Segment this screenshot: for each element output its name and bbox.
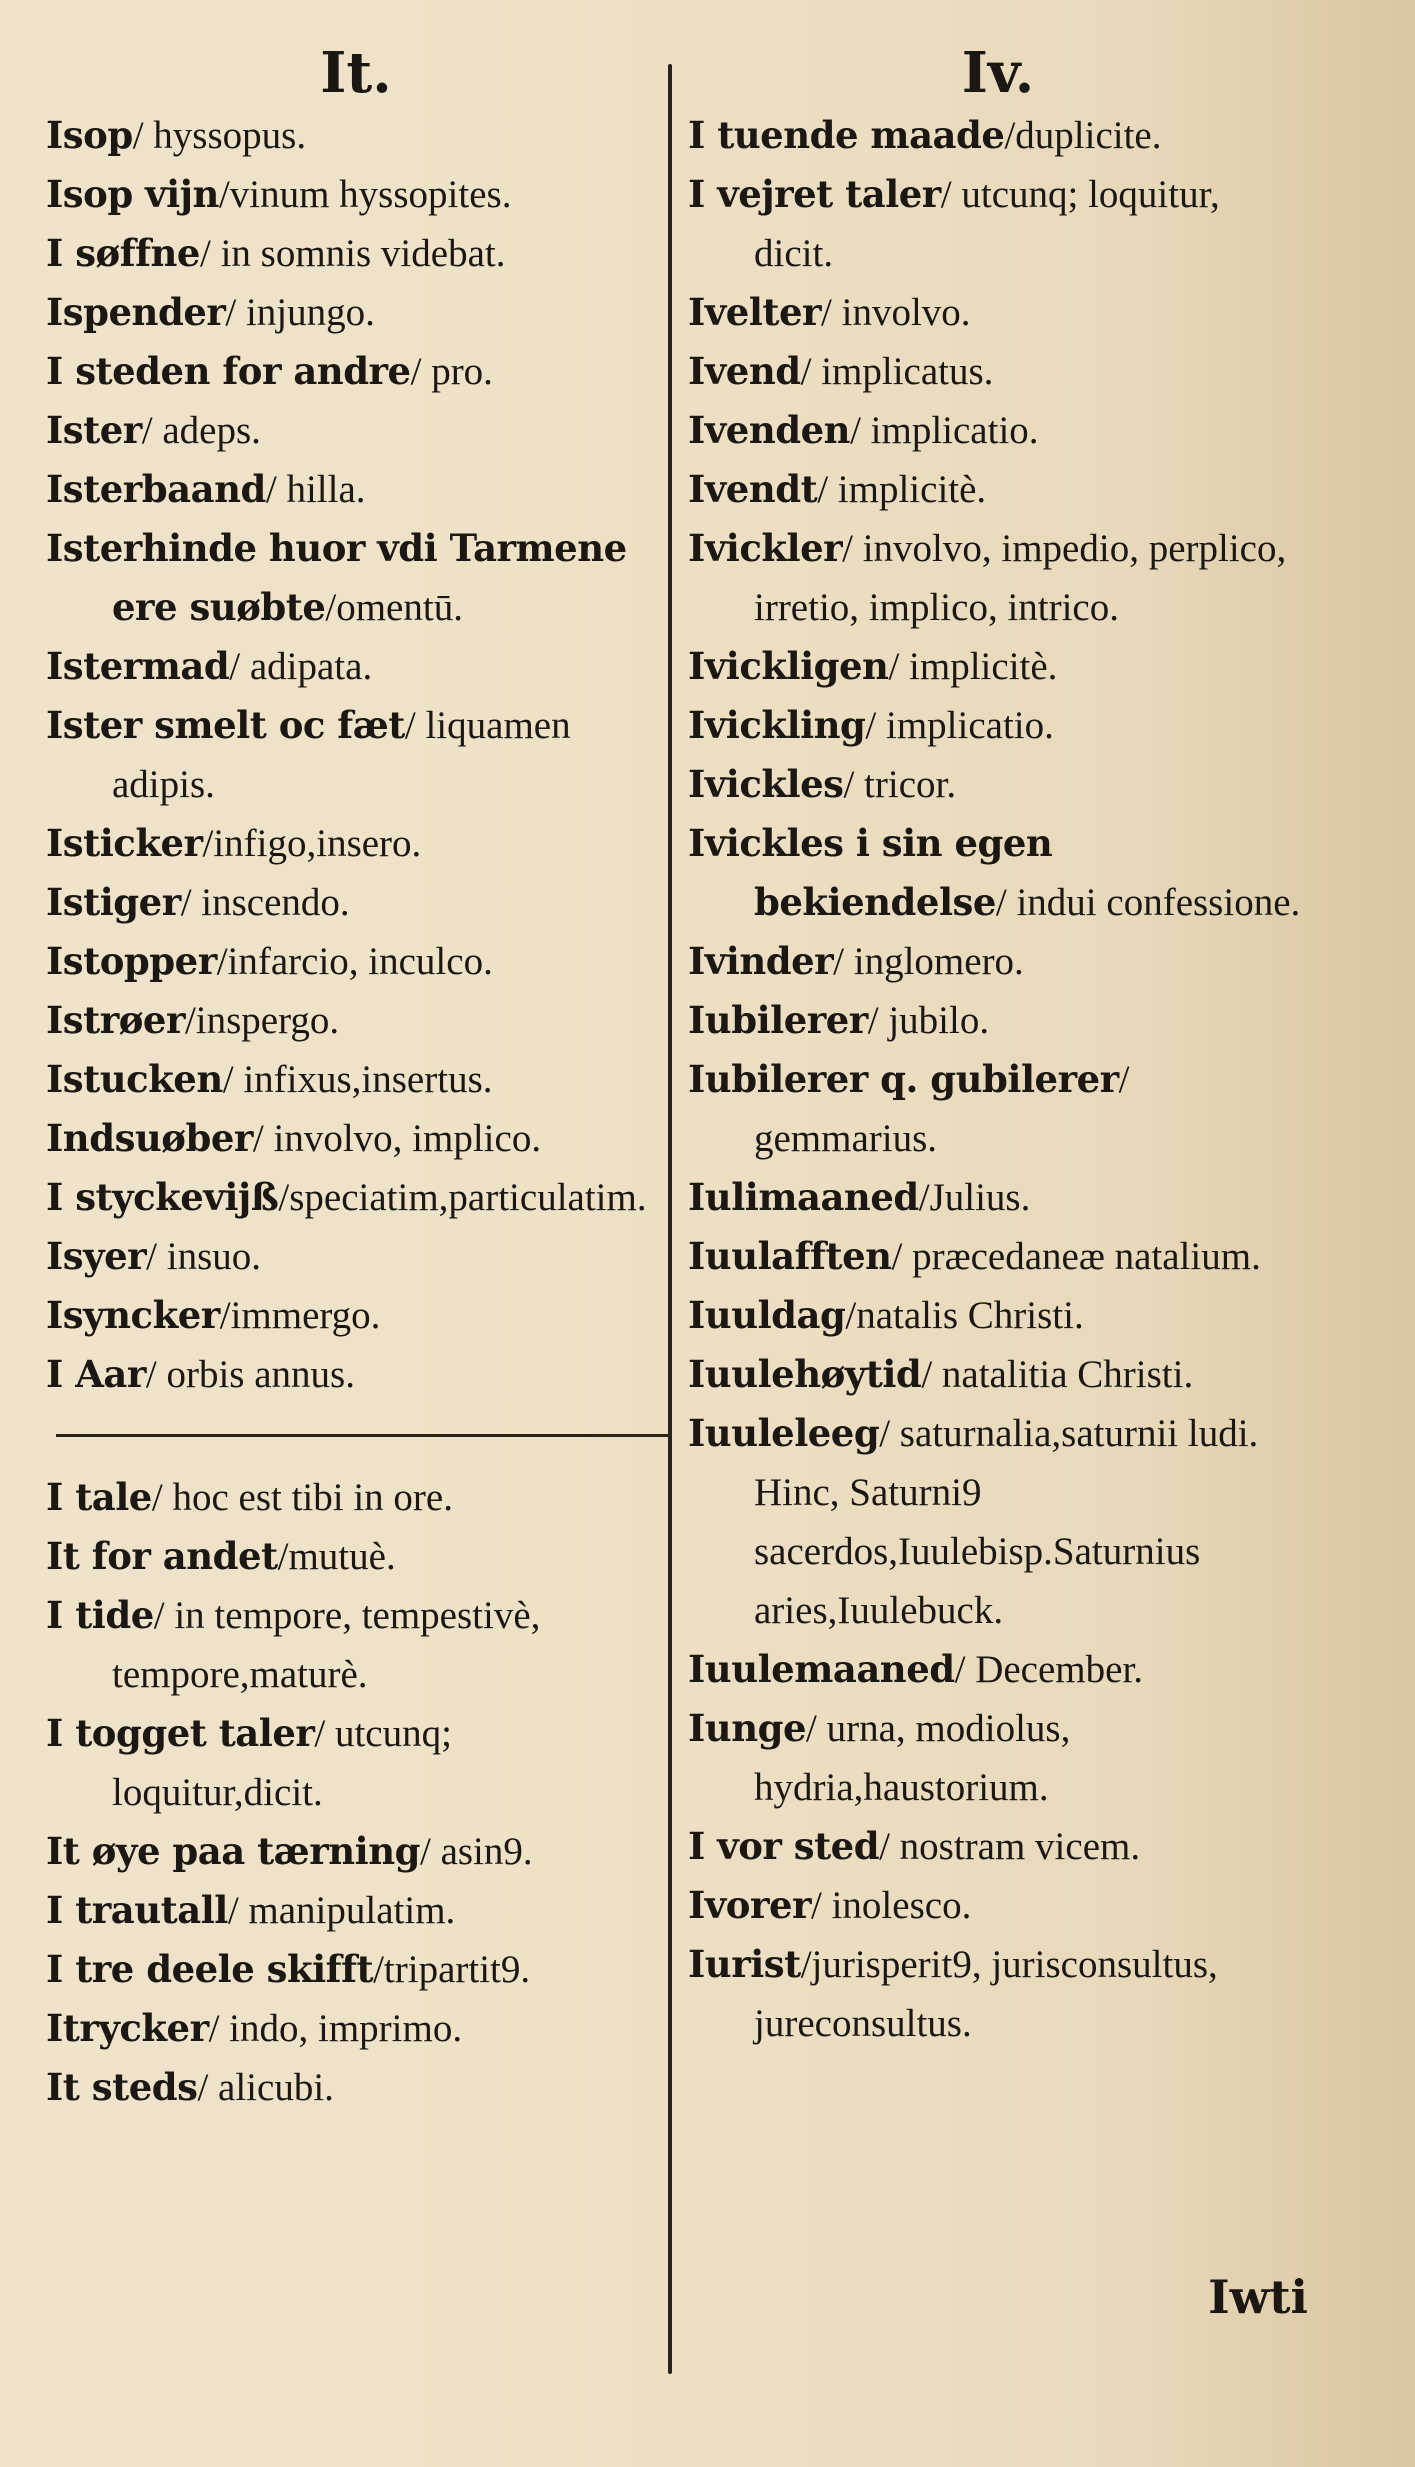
entry-definition: / asin9. — [419, 1830, 533, 1873]
dictionary-entry — [688, 1345, 1308, 1404]
entry-headword: Ivenden — [688, 408, 851, 452]
entry-definition: / jubilo. — [867, 999, 990, 1042]
dictionary-entry — [46, 1468, 666, 1527]
entry-headword: Isterhinde huor vdi Tarmene ere suøbte — [46, 526, 627, 629]
entry-definition: / pro. — [410, 350, 493, 393]
dictionary-entry — [688, 755, 1308, 814]
entry-definition: /inspergo. — [184, 999, 340, 1042]
dictionary-entry — [688, 814, 1308, 932]
entry-definition: / indui confessione. — [995, 881, 1301, 924]
dictionary-entry — [688, 932, 1308, 991]
entry-headword: Isticker — [46, 821, 203, 865]
entry-headword: Itrycker — [46, 2006, 209, 2050]
dictionary-entry — [46, 1586, 666, 1704]
dictionary-entry — [688, 401, 1308, 460]
dictionary-entry — [46, 932, 666, 991]
dictionary-entry — [46, 106, 666, 165]
dictionary-entry — [688, 1404, 1308, 1640]
entry-headword: Isop vijn — [46, 172, 219, 216]
entry-definition: / manipulatim. — [227, 1889, 456, 1932]
dictionary-entry — [46, 1286, 666, 1345]
dictionary-entry — [688, 696, 1308, 755]
entry-definition: / in tempore, tempestivè, tempore,maturè. — [112, 1594, 541, 1696]
entry-headword: Istermad — [46, 644, 230, 688]
entry-headword: Iuulemaaned — [688, 1647, 955, 1691]
entry-headword: Isyncker — [46, 1293, 220, 1337]
dictionary-entry — [688, 1050, 1308, 1168]
entry-headword: I søffne — [46, 231, 200, 275]
left-column — [46, 40, 666, 2117]
entry-headword: Ivelter — [688, 290, 822, 334]
entry-definition: / liquamen adipis. — [112, 704, 571, 806]
entry-headword: Isop — [46, 113, 133, 157]
entry-headword: It for andet — [46, 1534, 278, 1578]
entry-definition: / December. — [954, 1648, 1144, 1691]
entry-headword: Isyer — [46, 1234, 147, 1278]
catchword: Iwti — [1208, 2270, 1308, 2324]
dictionary-entry — [46, 637, 666, 696]
dictionary-entry — [688, 519, 1308, 637]
entry-headword: Ivickles i sin egen bekiendelse — [688, 821, 1053, 924]
left-entry-list — [46, 106, 666, 1404]
entry-headword: Istopper — [46, 939, 217, 983]
entry-headword: Ispender — [46, 290, 226, 334]
left-entry-list-2 — [46, 1468, 666, 2117]
entry-definition: / implicitè. — [817, 468, 987, 511]
entry-definition: / infixus,insertus. — [222, 1058, 493, 1101]
dictionary-entry — [46, 1999, 666, 2058]
dictionary-entry — [688, 1640, 1308, 1699]
dictionary-entry — [688, 342, 1308, 401]
dictionary-entry — [688, 1286, 1308, 1345]
dictionary-entry — [46, 224, 666, 283]
entry-definition: / involvo. — [821, 291, 971, 334]
entry-definition: / saturnalia,saturnii ludi. Hinc, Saturni9 sacerdos,Iuulebisp.Saturnius aries,Iuulebuck. — [754, 1412, 1259, 1632]
entry-definition: / inolesco. — [811, 1884, 972, 1927]
dictionary-entry — [46, 1345, 666, 1404]
dictionary-entry — [688, 1227, 1308, 1286]
entry-headword: I vor sted — [688, 1824, 880, 1868]
entry-headword: Indsuøber — [46, 1116, 253, 1160]
entry-definition: /jurisperit9, jurisconsultus, jureconsultus. — [754, 1943, 1218, 2045]
entry-definition: /infarcio, inculco. — [216, 940, 493, 983]
dictionary-entry — [46, 873, 666, 932]
dictionary-entry — [46, 283, 666, 342]
dictionary-entry — [46, 1940, 666, 1999]
entry-definition: /immergo. — [219, 1294, 381, 1337]
entry-headword: Iulimaaned — [688, 1175, 919, 1219]
dictionary-entry — [46, 1227, 666, 1286]
entry-headword: Iuuleleeg — [688, 1411, 880, 1455]
entry-headword: I tide — [46, 1593, 154, 1637]
dictionary-entry — [46, 1109, 666, 1168]
dictionary-entry — [688, 106, 1308, 165]
dictionary-entry — [688, 1935, 1308, 2053]
dictionary-entry — [46, 814, 666, 873]
entry-headword: I trautall — [46, 1888, 228, 1932]
entry-definition: / adipata. — [229, 645, 373, 688]
dictionary-entry — [46, 1050, 666, 1109]
entry-headword: I tale — [46, 1475, 152, 1519]
entry-headword: Ivorer — [688, 1883, 812, 1927]
entry-headword: Ivendt — [688, 467, 818, 511]
entry-definition: / alicubi. — [197, 2066, 334, 2109]
entry-headword: Iubilerer — [688, 998, 868, 1042]
entry-definition: / in somnis videbat. — [199, 232, 506, 275]
entry-headword: Iubilerer q. gubilerer — [688, 1057, 1119, 1101]
entry-definition: / implicatio. — [850, 409, 1039, 452]
entry-definition: / hyssopus. — [132, 114, 307, 157]
entry-headword: Istucken — [46, 1057, 223, 1101]
dictionary-entry — [688, 637, 1308, 696]
entry-definition: / indo, imprimo. — [208, 2007, 463, 2050]
dictionary-entry — [46, 991, 666, 1050]
entry-definition: / tricor. — [843, 763, 957, 806]
dictionary-entry — [688, 460, 1308, 519]
entry-headword: Iuulehøytid — [688, 1352, 922, 1396]
entry-headword: Ivickler — [688, 526, 843, 570]
entry-definition: / utcunq; loquitur,dicit. — [112, 1712, 452, 1814]
entry-definition: /Julius. — [918, 1176, 1031, 1219]
entry-headword: Istrøer — [46, 998, 185, 1042]
entry-headword: Ivickles — [688, 762, 844, 806]
entry-definition: /vinum hyssopites. — [218, 173, 512, 216]
entry-definition: /mutuè. — [277, 1535, 396, 1578]
dictionary-entry — [46, 165, 666, 224]
entry-headword: Iunge — [688, 1706, 807, 1750]
entry-headword: Istiger — [46, 880, 181, 924]
entry-definition: /duplicite. — [1004, 114, 1162, 157]
right-entry-list — [688, 106, 1308, 2053]
dictionary-entry — [46, 1527, 666, 1586]
entry-headword: Iurist — [688, 1942, 801, 1986]
entry-definition: / implicatus. — [800, 350, 994, 393]
entry-headword: Iuuldag — [688, 1293, 846, 1337]
entry-headword: Ister — [46, 408, 142, 452]
entry-headword: I vejret taler — [688, 172, 941, 216]
entry-definition: / implicitè. — [888, 645, 1058, 688]
entry-definition: /infigo,insero. — [202, 822, 422, 865]
entry-definition: /omentū. — [325, 586, 463, 629]
entry-definition: / inglomero. — [833, 940, 1024, 983]
entry-definition: / adeps. — [141, 409, 261, 452]
entry-definition: / insuo. — [146, 1235, 262, 1278]
dictionary-entry — [46, 1168, 666, 1227]
dictionary-entry — [46, 1822, 666, 1881]
entry-headword: I Aar — [46, 1352, 146, 1396]
dictionary-entry — [688, 1876, 1308, 1935]
dictionary-entry — [46, 2058, 666, 2117]
entry-headword: Ivinder — [688, 939, 834, 983]
entry-definition: / involvo, implico. — [252, 1117, 542, 1160]
entry-definition: /natalis Christi. — [845, 1294, 1084, 1337]
entry-headword: I togget taler — [46, 1711, 315, 1755]
dictionary-entry — [688, 283, 1308, 342]
entry-headword: Isterbaand — [46, 467, 266, 511]
dictionary-entry — [46, 1881, 666, 1940]
dictionary-entry — [688, 991, 1308, 1050]
entry-headword: Ivickligen — [688, 644, 889, 688]
entry-headword: I tre deele skifft — [46, 1947, 374, 1991]
entry-definition: /speciatim,particulatim. — [278, 1176, 647, 1219]
entry-headword: I styckevijß — [46, 1175, 279, 1219]
entry-definition: / gemmarius. — [754, 1058, 1130, 1160]
entry-definition: / implicatio. — [865, 704, 1054, 747]
entry-headword: It øye paa tærning — [46, 1829, 420, 1873]
entry-definition: / urna, modiolus, hydria,haustorium. — [754, 1707, 1071, 1809]
entry-headword: Iuulafften — [688, 1234, 892, 1278]
dictionary-entry — [46, 460, 666, 519]
entry-definition: / injungo. — [225, 291, 375, 334]
dictionary-entry — [46, 696, 666, 814]
entry-definition: / nostram vicem. — [879, 1825, 1141, 1868]
entry-headword: Ivickling — [688, 703, 866, 747]
entry-definition: / hilla. — [265, 468, 366, 511]
dictionary-entry — [46, 519, 666, 637]
entry-headword: Ivend — [688, 349, 801, 393]
entry-definition: / hoc est tibi in ore. — [151, 1476, 453, 1519]
right-column — [688, 40, 1308, 2324]
entry-headword: Ister smelt oc fæt — [46, 703, 405, 747]
entry-definition: / natalitia Christi. — [921, 1353, 1194, 1396]
dictionary-entry — [46, 401, 666, 460]
dictionary-entry — [688, 1699, 1308, 1817]
entry-definition: /tripartit9. — [373, 1948, 531, 1991]
right-column-header: Iv. — [961, 40, 1035, 106]
entry-headword: I tuende maade — [688, 113, 1005, 157]
column-rule — [668, 64, 672, 2374]
dictionary-entry — [688, 1817, 1308, 1876]
dictionary-entry — [46, 1704, 666, 1822]
entry-headword: I steden for andre — [46, 349, 411, 393]
entry-headword: It steds — [46, 2065, 198, 2109]
dictionary-entry — [688, 1168, 1308, 1227]
entry-definition: / involvo, impedio, perplico, irretio, implico, intrico. — [754, 527, 1287, 629]
entry-definition: / utcunq; loquitur, dicit. — [754, 173, 1220, 275]
entry-definition: / inscendo. — [180, 881, 350, 924]
entry-definition: / præcedaneæ natalium. — [891, 1235, 1261, 1278]
dictionary-entry — [46, 342, 666, 401]
section-divider — [46, 1404, 666, 1468]
entry-definition: / orbis annus. — [145, 1353, 355, 1396]
left-column-header: It. — [320, 40, 392, 106]
dictionary-entry — [688, 165, 1308, 283]
